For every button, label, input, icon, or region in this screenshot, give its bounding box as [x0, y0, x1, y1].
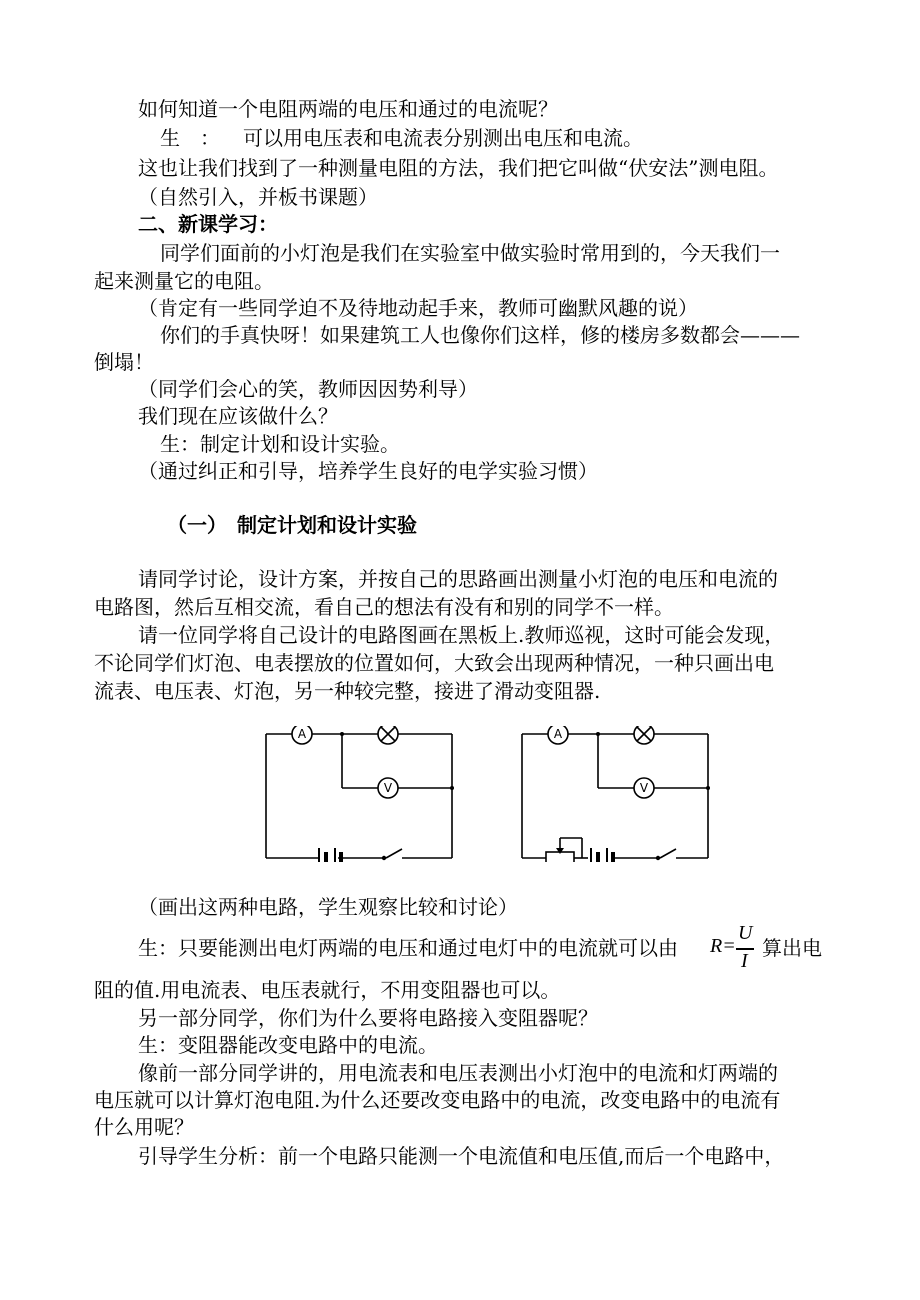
ammeter-label: A [297, 727, 307, 741]
line-11: （同学们会心的笑，教师因因势利导） [138, 377, 478, 401]
para-2c: 流表、电压表、灯泡，另一种较完整，接进了滑动变阻器. [94, 679, 601, 703]
para-4a: 生：只要能测出电灯两端的电压和通过电灯中的电流就可以由 [138, 936, 678, 960]
line-1: 如何知道一个电阻两端的电压和通过的电流呢？ [138, 97, 558, 121]
line-9: 你们的手真快呀！如果建筑工人也像你们这样，修的楼房多数都会——— [160, 323, 800, 347]
line-13: 生：制定计划和设计实验。 [160, 432, 400, 456]
circuit-diagram-with-rheostat [518, 726, 718, 862]
line-14: （通过纠正和引导，培养学生良好的电学实验习惯） [138, 459, 598, 483]
para-7b: 电压就可以计算灯泡电阻.为什么还要改变电路中的电流，改变电路中的电流有 [94, 1088, 781, 1112]
circuit-diagram-simple [262, 726, 462, 862]
para-8: 引导学生分析：前一个电路只能测一个电流值和电压值,而后一个电路中， [138, 1144, 785, 1168]
line-4: （自然引入，并板书课题） [138, 185, 378, 209]
para-2a: 请一位同学将自己设计的电路图画在黑板上.教师巡视，这时可能会发现， [138, 623, 785, 647]
line-2-speaker: 生 ： [160, 126, 220, 150]
line-7: 起来测量它的电阻。 [94, 269, 274, 293]
para-1a: 请同学讨论，设计方案，并按自己的思路画出测量小灯泡的电压和电流的 [138, 567, 778, 591]
voltmeter-label: V [383, 781, 393, 795]
subsection-heading: （一） 制定计划和设计实验 [167, 513, 417, 537]
line-6: 同学们面前的小灯泡是我们在实验室中做实验时常用到的，今天我们一 [160, 241, 780, 265]
section-title: 二、新课学习： [138, 212, 278, 236]
formula-numerator: U [738, 922, 753, 944]
para-6: 生：变阻器能改变电路中的电流。 [138, 1033, 438, 1057]
line-2: 可以用电压表和电流表分别测出电压和电流。 [243, 126, 643, 150]
para-7a: 像前一部分同学讲的，用电流表和电压表测出小灯泡中的电流和灯两端的 [138, 1061, 778, 1085]
ammeter-label: A [553, 727, 563, 741]
para-3: （画出这两种电路，学生观察比较和讨论） [138, 895, 518, 919]
para-5: 另一部分同学，你们为什么要将电路接入变阻器呢？ [138, 1006, 598, 1030]
line-12: 我们现在应该做什么？ [138, 404, 338, 428]
formula-denominator: I [741, 950, 748, 972]
line-3: 这也让我们找到了一种测量电阻的方法，我们把它叫做“伏安法”测电阻。 [138, 156, 779, 180]
resistance-formula [710, 924, 760, 976]
formula-lhs: R= [710, 935, 736, 957]
line-10: 倒塌！ [94, 350, 154, 374]
para-1b: 电路图，然后互相交流，看自己的想法有没有和别的同学不一样。 [94, 595, 674, 619]
para-4a-end: 算出电 [762, 936, 822, 960]
voltmeter-label: V [639, 781, 649, 795]
line-8: （肯定有一些同学迫不及待地动起手来，教师可幽默风趣的说） [138, 296, 698, 320]
para-2b: 不论同学们灯泡、电表摆放的位置如何，大致会出现两种情况，一种只画出电 [94, 651, 774, 675]
para-7c: 什么用呢？ [94, 1115, 194, 1139]
para-4b: 阻的值.用电流表、电压表就行，不用变阻器也可以。 [94, 978, 561, 1002]
